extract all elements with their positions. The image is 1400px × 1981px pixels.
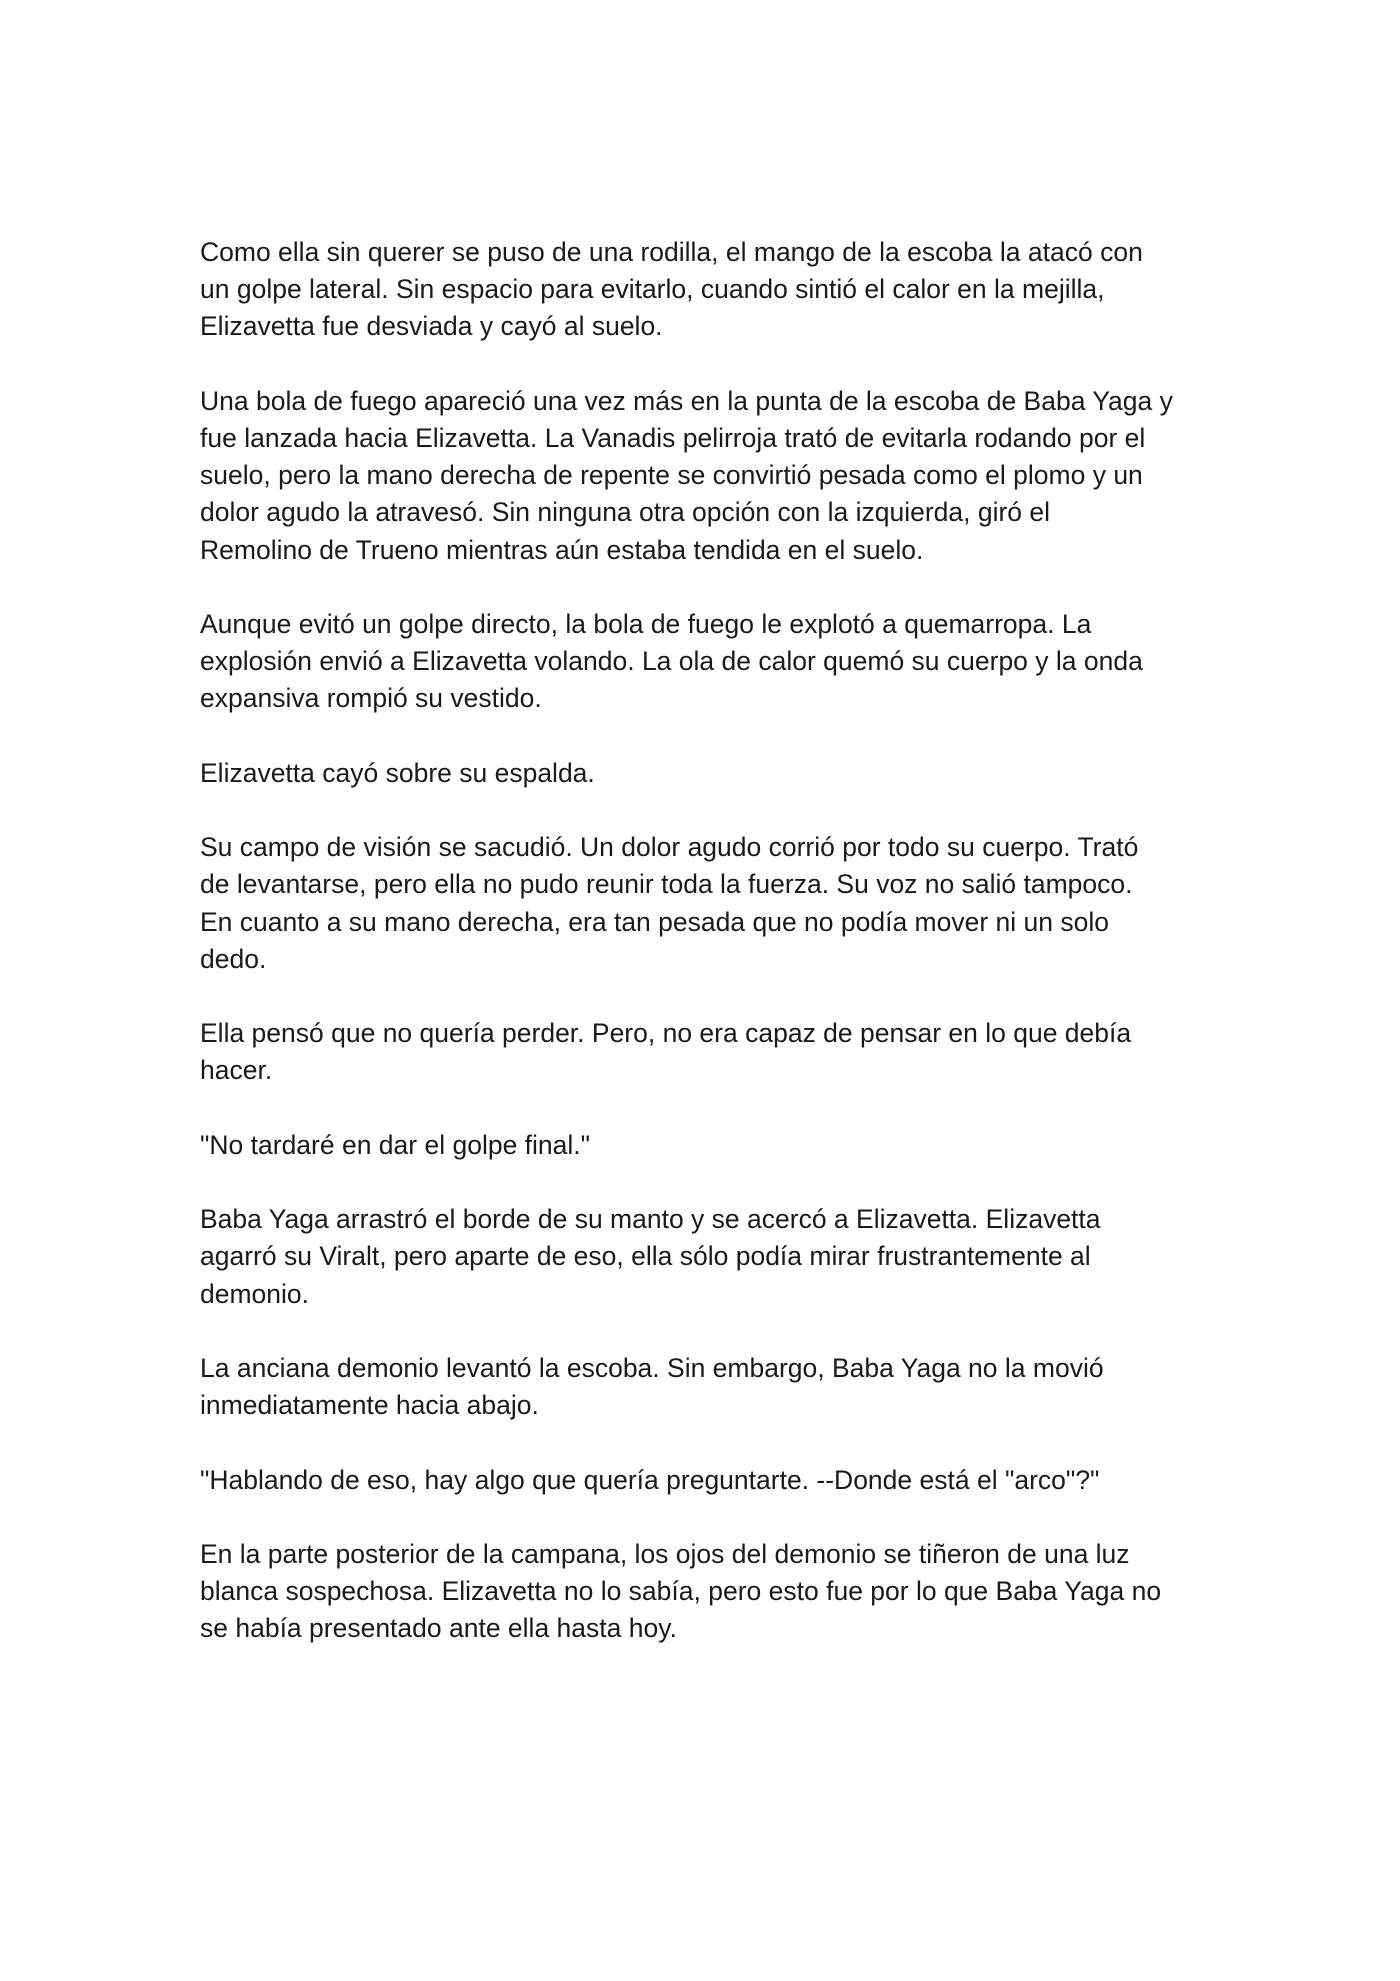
paragraph: Su campo de visión se sacudió. Un dolor agudo corrió por todo su cuerpo. Trató de levantarse, pero ella no pudo reunir toda la fuerza. Su voz no salió tampoco. En cuanto a su mano derecha, era tan pesada que no podía mover ni un solo dedo. xyxy=(200,832,1139,974)
paragraph: "Hablando de eso, hay algo que quería preguntarte. --Donde está el "arco"?" xyxy=(200,1464,1100,1495)
text-body xyxy=(200,234,1210,1685)
paragraph: Elizavetta cayó sobre su espalda. xyxy=(200,757,595,788)
paragraph: En la parte posterior de la campana, los ojos del demonio se tiñeron de una luz blanca sospechosa. Elizavetta no lo sabía, pero esto fue por lo que Baba Yaga no se había presentado ante ella hasta hoy. xyxy=(200,1538,1162,1644)
paragraph: Aunque evitó un golpe directo, la bola de fuego le explotó a quemarropa. La explosión envió a Elizavetta volando. La ola de calor quemó su cuerpo y la onda expansiva rompió su vestido. xyxy=(200,609,1143,714)
paragraph: Como ella sin querer se puso de una rodilla, el mango de la escoba la atacó con un golpe lateral. Sin espacio para evitarlo, cuando sintió el calor en la mejilla, Elizavetta fue desviada y cayó al suelo. xyxy=(200,237,1143,342)
paragraph: La anciana demonio levantó la escoba. Sin embargo, Baba Yaga no la movió inmediatamente hacia abajo. xyxy=(200,1352,1104,1421)
paragraph: Una bola de fuego apareció una vez más en la punta de la escoba de Baba Yaga y fue lanzada hacia Elizavetta. La Vanadis pelirroja trató de evitarla rodando por el suelo, pero la mano derecha de repente se convirtió pesada como el plomo y un dolor agudo la atravesó. Sin ninguna otra opción con la izquierda, giró el Remolino de Trueno mientras aún estaba tendida en el suelo. xyxy=(200,385,1173,565)
paragraph: "No tardaré en dar el golpe final." xyxy=(200,1129,591,1160)
paragraph: Baba Yaga arrastró el borde de su manto y se acercó a Elizavetta. Elizavetta agarró su Viralt, pero aparte de eso, ella sólo podía mirar frustrantemente al demonio. xyxy=(200,1204,1101,1309)
paragraph: Ella pensó que no quería perder. Pero, no era capaz de pensar en lo que debía hacer. xyxy=(200,1018,1132,1086)
